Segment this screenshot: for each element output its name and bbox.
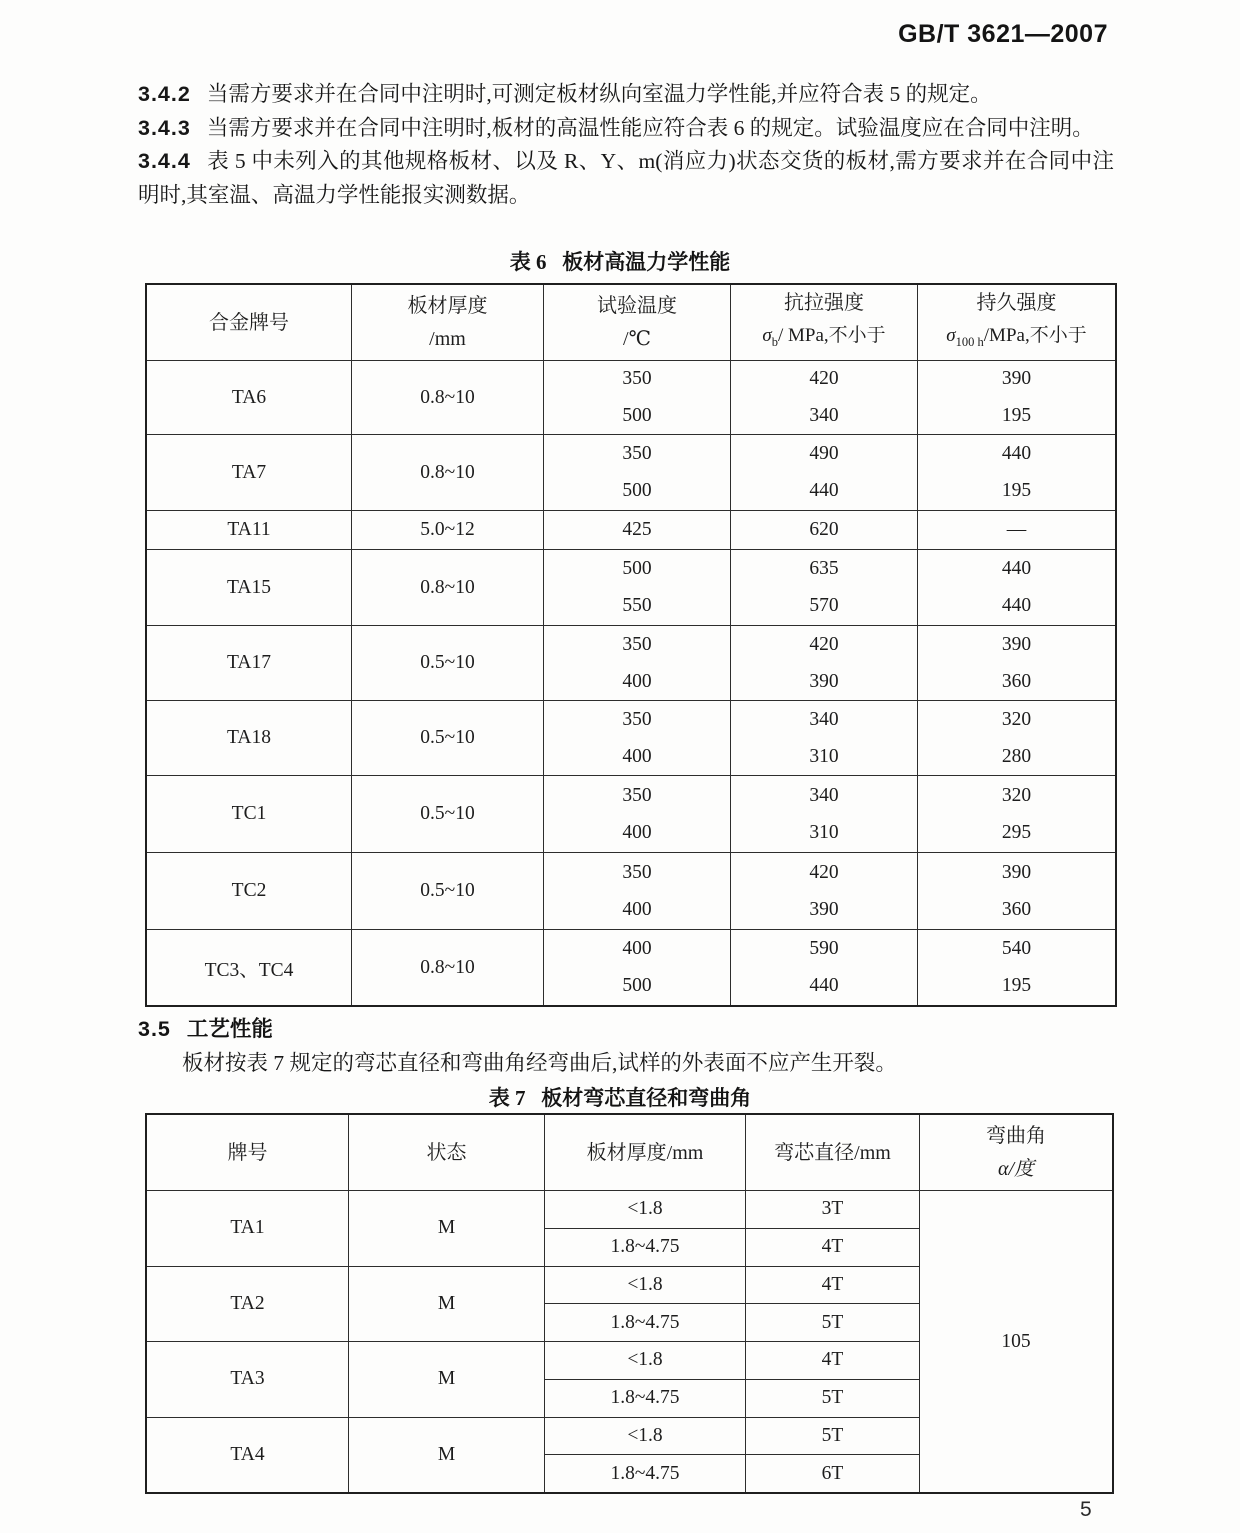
bend-diameter-cell: 5T: [745, 1417, 919, 1455]
table6-header-alloy: [147, 285, 351, 360]
value-line: 400: [622, 670, 652, 692]
test-temperature-cell: [543, 360, 730, 434]
value-line: 360: [1001, 898, 1032, 920]
value-line: 440: [1001, 595, 1032, 616]
endurance-strength-cell: [917, 549, 1115, 625]
value-line: 310: [809, 745, 839, 767]
alloy-grade-cell: TA6: [147, 360, 351, 434]
grade-cell: TA3: [147, 1341, 348, 1417]
thickness-cell: <1.8: [544, 1341, 745, 1379]
value-line: 420: [809, 861, 839, 883]
clause-number: 3.4.3: [138, 115, 191, 140]
section-3-5-paragraph: 板材按表 7 规定的弯芯直径和弯曲角经弯曲后,试样的外表面不应产生开裂。: [182, 1051, 897, 1075]
value-line: 350: [622, 633, 652, 655]
table6-header-thickness: [351, 285, 543, 360]
table6-high-temp-properties: [145, 283, 1117, 1007]
sigma-symbol: σ: [946, 325, 956, 347]
table7-title: 表 7 板材弯芯直径和弯曲角: [488, 1086, 752, 1110]
header-label: 弯芯直径/mm: [774, 1141, 891, 1164]
table6-title: 表 6 板材高温力学性能: [509, 250, 731, 274]
sigma-subscript: b: [771, 334, 778, 349]
standard-number: GB/T 3621—2007: [898, 20, 1108, 48]
alloy-grade-cell: TC1: [147, 775, 351, 852]
tensile-strength-cell: [730, 775, 917, 852]
section-3-5-heading: [138, 1012, 273, 1043]
thickness-cell: 0.5~10: [351, 625, 543, 700]
value-line: 620: [809, 519, 839, 540]
thickness-cell: 0.8~10: [351, 929, 543, 1005]
header-unit: α/度: [997, 1158, 1035, 1180]
clause-number: 3.4.4: [138, 149, 191, 174]
table7-header-grade: [147, 1115, 348, 1190]
sigma-subscript: 100 h: [955, 334, 984, 349]
thickness-cell: 0.5~10: [351, 852, 543, 929]
value-line: 350: [622, 861, 652, 883]
value-line: 500: [622, 975, 652, 996]
tensile-strength-cell: [730, 625, 917, 700]
bend-diameter-cell: 5T: [745, 1379, 919, 1417]
grade-cell: TA1: [147, 1190, 348, 1266]
value-line: 195: [1001, 405, 1032, 426]
thickness-cell: 0.8~10: [351, 434, 543, 510]
thickness-cell: <1.8: [544, 1190, 745, 1228]
alloy-grade-cell: TC3、TC4: [147, 929, 351, 1005]
table7-header-bend-angle: [919, 1115, 1112, 1190]
value-line: 500: [622, 558, 652, 579]
alloy-grade-cell: TA7: [147, 434, 351, 510]
header-label: 试验温度: [597, 295, 677, 317]
header-label: 抗拉强度: [784, 292, 864, 315]
value-line: 390: [1001, 633, 1032, 655]
value-line: 340: [809, 784, 839, 806]
thickness-cell: <1.8: [544, 1266, 745, 1304]
endurance-strength-cell: [917, 852, 1115, 929]
bend-diameter-cell: 3T: [745, 1190, 919, 1228]
tensile-strength-cell: [730, 510, 917, 549]
thickness-cell: 1.8~4.75: [544, 1454, 745, 1492]
grade-cell: TA2: [147, 1266, 348, 1342]
value-line: 425: [622, 519, 652, 540]
thickness-cell: 1.8~4.75: [544, 1303, 745, 1341]
grade-cell: TA4: [147, 1417, 348, 1493]
thickness-cell: <1.8: [544, 1417, 745, 1455]
table7-header-thickness: [544, 1115, 745, 1190]
value-line: 390: [1001, 368, 1032, 389]
test-temperature-cell: [543, 510, 730, 549]
value-line: 440: [1001, 558, 1032, 579]
header-unit: /mm: [429, 328, 466, 350]
header-formula: [762, 323, 885, 355]
state-cell: M: [348, 1417, 544, 1493]
value-line: 540: [1001, 938, 1032, 959]
value-line: 390: [809, 670, 839, 692]
value-line: 440: [809, 975, 839, 996]
endurance-strength-cell: [917, 700, 1115, 775]
value-line: 320: [1001, 708, 1032, 730]
value-line: 340: [809, 708, 839, 730]
endurance-strength-cell: [917, 510, 1115, 549]
tensile-strength-cell: [730, 929, 917, 1005]
value-line: 390: [809, 898, 839, 920]
table7-header-state: [348, 1115, 544, 1190]
value-line: 390: [1001, 861, 1032, 883]
thickness-cell: 0.5~10: [351, 700, 543, 775]
clause-text: 当需方要求并在合同中注明时,可测定板材纵向室温力学性能,并应符合表 5 的规定。: [206, 82, 992, 106]
clause-3-4-2: [138, 78, 1114, 112]
tensile-strength-cell: [730, 852, 917, 929]
value-line: 500: [622, 480, 652, 501]
header-label: 牌号: [227, 1141, 268, 1164]
value-line: 195: [1001, 480, 1032, 501]
thickness-cell: 1.8~4.75: [544, 1379, 745, 1417]
header-formula: [946, 323, 1086, 355]
header-label: 弯曲角: [986, 1125, 1046, 1147]
header-label: 板材厚度/mm: [586, 1141, 704, 1164]
test-temperature-cell: [543, 549, 730, 625]
clause-number: 3.5: [138, 1017, 171, 1041]
value-line: 400: [622, 938, 652, 959]
value-line: 500: [622, 405, 652, 426]
bend-diameter-cell: 5T: [745, 1303, 919, 1341]
value-line: 280: [1001, 745, 1032, 767]
header-unit: / MPa,不小于: [777, 325, 886, 347]
tensile-strength-cell: [730, 549, 917, 625]
tensile-strength-cell: [730, 360, 917, 434]
clause-text: 当需方要求并在合同中注明时,板材的高温性能应符合表 6 的规定。试验温度应在合同中注明。: [206, 115, 1094, 140]
alloy-grade-cell: TA17: [147, 625, 351, 700]
bend-diameter-cell: 4T: [745, 1266, 919, 1304]
value-line: 550: [622, 595, 652, 616]
value-line: 195: [1001, 975, 1032, 996]
header-unit: /MPa,不小于: [983, 325, 1087, 347]
value-line: —: [1006, 519, 1027, 540]
tensile-strength-cell: [730, 434, 917, 510]
header-label: 状态: [426, 1141, 467, 1164]
thickness-cell: 1.8~4.75: [544, 1228, 745, 1266]
thickness-cell: 0.5~10: [351, 775, 543, 852]
value-line: 440: [809, 480, 839, 501]
thickness-cell: 0.8~10: [351, 549, 543, 625]
thickness-cell: 0.8~10: [351, 360, 543, 434]
test-temperature-cell: [543, 434, 730, 510]
test-temperature-cell: [543, 700, 730, 775]
header-label: 持久强度: [976, 292, 1057, 315]
bend-angle-cell: 105: [919, 1190, 1112, 1492]
value-line: 440: [1001, 443, 1032, 464]
state-cell: M: [348, 1341, 544, 1417]
endurance-strength-cell: [917, 434, 1115, 510]
header-label: 板材厚度: [407, 295, 488, 317]
value-line: 350: [622, 368, 652, 389]
bend-diameter-cell: 6T: [745, 1454, 919, 1492]
value-line: 310: [809, 821, 839, 843]
value-line: 340: [809, 405, 839, 426]
table7-bend-test: [145, 1113, 1114, 1494]
header-label: 合金牌号: [209, 311, 289, 334]
tensile-strength-cell: [730, 700, 917, 775]
value-line: 635: [809, 558, 839, 579]
clauses-block: [138, 78, 1114, 212]
sigma-symbol: σ: [762, 325, 772, 347]
endurance-strength-cell: [917, 625, 1115, 700]
alloy-grade-cell: TA18: [147, 700, 351, 775]
table6-header-endurance-strength: [917, 285, 1115, 360]
state-cell: M: [348, 1266, 544, 1342]
value-line: 400: [622, 898, 652, 920]
endurance-strength-cell: [917, 360, 1115, 434]
test-temperature-cell: [543, 929, 730, 1005]
page-number: 5: [1080, 1498, 1092, 1521]
clause-3-4-4: [138, 145, 1114, 212]
clause-number: 3.4.2: [138, 82, 191, 106]
section-title: 工艺性能: [186, 1017, 273, 1041]
bend-diameter-cell: 4T: [745, 1341, 919, 1379]
test-temperature-cell: [543, 775, 730, 852]
value-line: 320: [1001, 784, 1032, 806]
value-line: 360: [1001, 670, 1032, 692]
test-temperature-cell: [543, 625, 730, 700]
clause-text: 表 5 中未列入的其他规格板材、以及 R、Y、m(消应力)状态交货的板材,需方要求并在合同中注明时,其室温、高温力学性能报实测数据。: [138, 149, 1114, 207]
thickness-cell: 5.0~12: [351, 510, 543, 549]
alloy-grade-cell: TA15: [147, 549, 351, 625]
header-unit: /℃: [623, 328, 651, 350]
value-line: 420: [809, 633, 839, 655]
test-temperature-cell: [543, 852, 730, 929]
state-cell: M: [348, 1190, 544, 1266]
value-line: 400: [622, 745, 652, 767]
alloy-grade-cell: TC2: [147, 852, 351, 929]
table7-header-bend-diameter: [745, 1115, 919, 1190]
alloy-grade-cell: TA11: [147, 510, 351, 549]
value-line: 350: [622, 443, 652, 464]
value-line: 490: [809, 443, 839, 464]
endurance-strength-cell: [917, 929, 1115, 1005]
endurance-strength-cell: [917, 775, 1115, 852]
value-line: 570: [809, 595, 839, 616]
value-line: 350: [622, 784, 652, 806]
value-line: 295: [1001, 821, 1032, 843]
value-line: 420: [809, 368, 839, 389]
bend-diameter-cell: 4T: [745, 1228, 919, 1266]
value-line: 590: [809, 938, 839, 959]
clause-3-4-3: [138, 112, 1114, 146]
value-line: 350: [622, 708, 652, 730]
value-line: 400: [622, 821, 652, 843]
table6-header-tensile-strength: [730, 285, 917, 360]
table6-header-test-temperature: [543, 285, 730, 360]
